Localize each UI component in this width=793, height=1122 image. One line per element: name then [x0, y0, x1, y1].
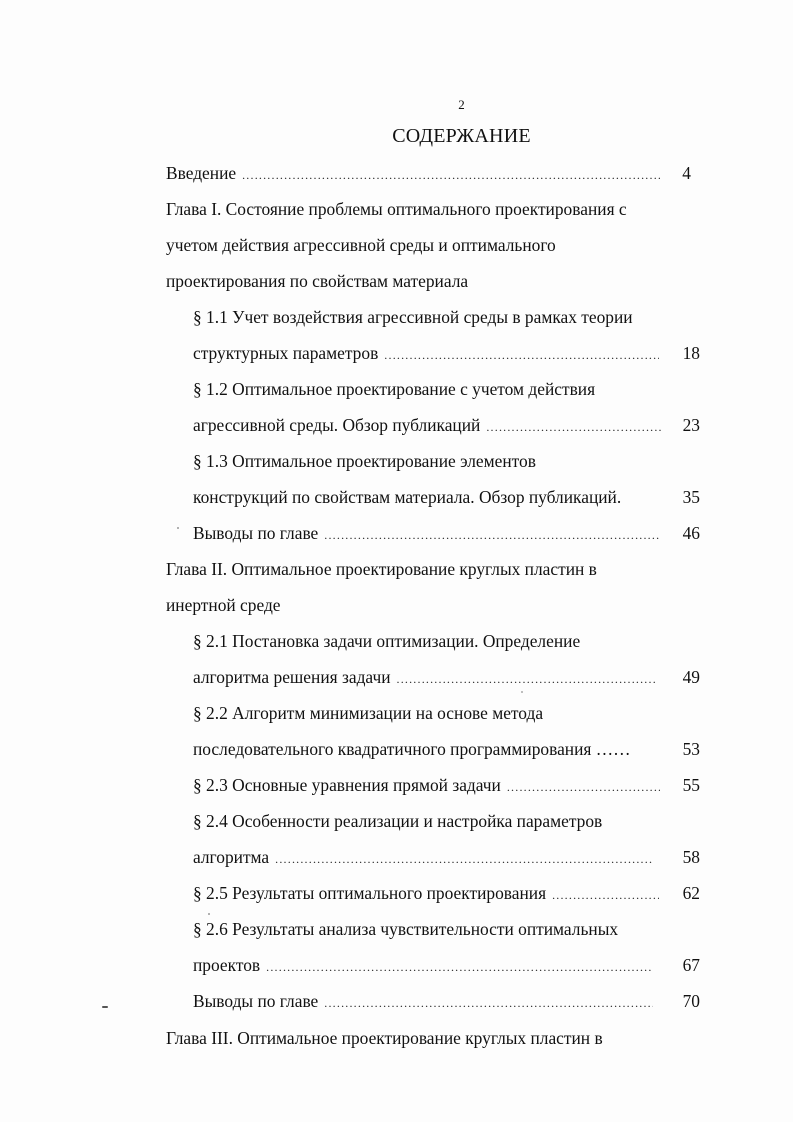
- scan-speck: [102, 1006, 108, 1008]
- toc-section-line[interactable]: § 1.2 Оптимальное проектирование с учетом действия: [193, 379, 596, 399]
- toc-entry-s2-4[interactable]: [193, 845, 653, 869]
- toc-page-number: 4: [682, 163, 691, 183]
- chapter-heading-line[interactable]: Глава I. Состояние проблемы оптимального проектирования с: [166, 199, 627, 219]
- toc-page-number: 70: [682, 991, 700, 1011]
- toc-section-line[interactable]: § 2.1 Постановка задачи оптимизации. Определение: [193, 631, 581, 651]
- toc-entry-label: § 2.3 Основные уравнения прямой задачи: [193, 775, 501, 795]
- scan-speck: [521, 691, 523, 693]
- toc-entry-label: Введение: [166, 163, 237, 183]
- toc-entry-intro[interactable]: [166, 161, 660, 185]
- toc-entry-label: Выводы по главе: [193, 523, 319, 543]
- toc-entry-s1-1[interactable]: [193, 341, 659, 365]
- chapter-heading-line[interactable]: учетом действия агрессивной среды и оптимального: [166, 235, 556, 255]
- toc-entry-label: агрессивной среды. Обзор публикаций: [193, 415, 481, 435]
- toc-section-line[interactable]: конструкций по свойствам материала. Обзор публикаций.: [193, 487, 622, 507]
- toc-entry-label: проектов: [193, 955, 261, 975]
- toc-section-line[interactable]: § 1.1 Учет воздействия агрессивной среды в рамках теории: [193, 307, 633, 327]
- toc-page-number: 49: [682, 667, 700, 687]
- toc-page-number: 46: [682, 523, 700, 543]
- leader-dots: [324, 991, 653, 1015]
- leader-dots: [486, 415, 661, 439]
- chapter-heading-line[interactable]: Глава III. Оптимальное проектирование круглых пластин в: [166, 1028, 603, 1048]
- toc-page-number: 18: [682, 343, 700, 363]
- leader-dots: [384, 343, 659, 367]
- toc-entry-label: Выводы по главе: [193, 991, 319, 1011]
- toc-entry-s2-6[interactable]: [193, 953, 653, 977]
- toc-page-number: 55: [682, 775, 700, 795]
- toc-entry-label: алгоритма решения задачи: [193, 667, 391, 687]
- leader-dots: [242, 163, 660, 187]
- toc-entry-label: структурных параметров: [193, 343, 379, 363]
- toc-entry-label: алгоритма: [193, 847, 270, 867]
- scan-speck: [177, 527, 179, 529]
- toc-section-line[interactable]: § 2.6 Результаты анализа чувствительности оптимальных: [193, 919, 619, 939]
- chapter-heading-line[interactable]: Глава II. Оптимальное проектирование круглых пластин в: [166, 559, 597, 579]
- toc-section-line[interactable]: § 2.4 Особенности реализации и настройка параметров: [193, 811, 603, 831]
- scan-speck: [208, 913, 210, 915]
- toc-entry-s2-5[interactable]: [193, 881, 659, 905]
- toc-entry-conclusions-ch2[interactable]: [193, 989, 653, 1013]
- toc-page-number: 62: [682, 883, 700, 903]
- leader-dots: [397, 667, 656, 691]
- toc-page-number: 67: [682, 955, 700, 975]
- toc-entry-conclusions-ch1[interactable]: [193, 521, 659, 545]
- toc-page-number: 53: [682, 739, 700, 759]
- toc-section-line[interactable]: последовательного квадратичного программирования ……: [193, 739, 631, 759]
- toc-section-line[interactable]: § 2.2 Алгоритм минимизации на основе метода: [193, 703, 544, 723]
- toc-entry-s1-2[interactable]: [193, 413, 661, 437]
- toc-entry-s2-1[interactable]: [193, 665, 655, 689]
- toc-page-number: 58: [682, 847, 700, 867]
- toc-entry-s2-3[interactable]: [193, 773, 660, 797]
- toc-section-line[interactable]: § 1.3 Оптимальное проектирование элементов: [193, 451, 536, 471]
- toc-page-number: 23: [682, 415, 700, 435]
- page-title: СОДЕРЖАНИЕ: [392, 125, 531, 147]
- toc-entry-label: § 2.5 Результаты оптимального проектирования: [193, 883, 547, 903]
- leader-dots: [275, 847, 653, 871]
- chapter-heading-line[interactable]: инертной среде: [166, 595, 281, 615]
- leader-dots: [507, 775, 660, 799]
- page-number: 2: [458, 97, 465, 112]
- toc-page-number: 35: [682, 487, 700, 507]
- leader-dots: [552, 883, 659, 907]
- chapter-heading-line[interactable]: проектирования по свойствам материала: [166, 271, 469, 291]
- leader-dots: [324, 523, 659, 547]
- leader-dots: [266, 955, 653, 979]
